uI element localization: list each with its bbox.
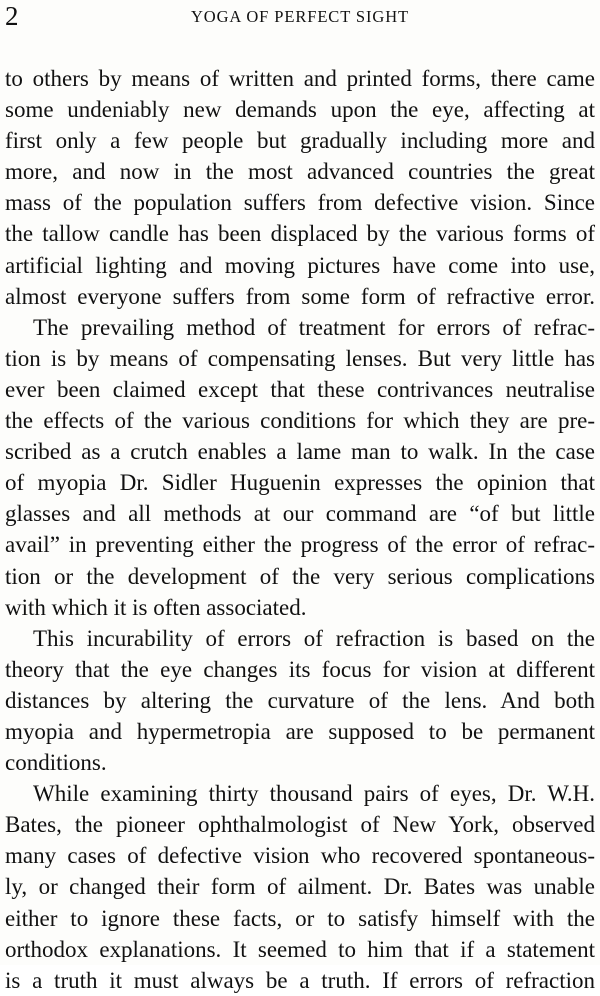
text-line: scribed as a crutch enables a lame man to walk. In the case — [5, 439, 595, 465]
text-line: the effects of the various conditions for which they are pre- — [5, 408, 595, 434]
text-line: many cases of defective vision who recovered spontaneous- — [5, 843, 595, 869]
text-line: theory that the eye changes its focus for vision at different — [5, 656, 595, 682]
text-line: Bates, the pioneer ophthalmologist of New York, observed — [5, 812, 595, 838]
page-header — [0, 0, 600, 34]
text-line: some undeniably new demands upon the eye, affecting at — [5, 97, 595, 123]
text-line: to others by means of written and printed forms, there came — [5, 66, 595, 91]
text-line: is a truth it must always be a truth. If errors of refraction — [5, 967, 595, 993]
text-line: ever been claimed except that these contrivances neutralise — [5, 376, 595, 402]
text-line: The prevailing method of treatment for errors of refrac- — [33, 314, 595, 340]
body-text — [5, 63, 595, 996]
text-line: the tallow candle has been displaced by the various forms of — [5, 221, 595, 247]
text-line: tion is by means of compensating lenses. But very little has — [5, 345, 595, 371]
text-line: first only a few people but gradually including more and — [5, 128, 595, 154]
text-line: orthodox explanations. It seemed to him that if a statement — [5, 936, 595, 962]
text-line: myopia and hypermetropia are supposed to be permanent — [5, 718, 595, 744]
text-line: While examining thirty thousand pairs of eyes, Dr. W.H. — [33, 781, 595, 807]
text-line: of myopia Dr. Sidler Huguenin expresses the opinion that — [5, 470, 595, 496]
running-head: YOGA OF PERFECT SIGHT — [190, 7, 409, 26]
page-number: 2 — [5, 1, 19, 31]
text-line: This incurability of errors of refraction is based on the — [33, 625, 595, 651]
text-line: more, and now in the most advanced countries the great — [5, 159, 595, 185]
text-line: artificial lighting and moving pictures have come into use, — [5, 252, 595, 278]
text-line: glasses and all methods at our command are “of but little — [5, 501, 595, 527]
text-line: with which it is often associated. — [5, 594, 307, 620]
text-line: avail” in preventing either the progress of the error of refrac- — [5, 532, 595, 558]
text-line: either to ignore these facts, or to satisfy himself with the — [5, 905, 595, 931]
text-line: almost everyone suffers from some form of refractive error. — [5, 283, 595, 309]
text-line: mass of the population suffers from defective vision. Since — [5, 190, 595, 216]
text-line: ly, or changed their form of ailment. Dr. Bates was unable — [5, 874, 595, 900]
text-line: conditions. — [5, 750, 107, 776]
text-line: distances by altering the curvature of the lens. And both — [5, 687, 595, 713]
text-line: tion or the development of the very serious complications — [5, 563, 595, 589]
